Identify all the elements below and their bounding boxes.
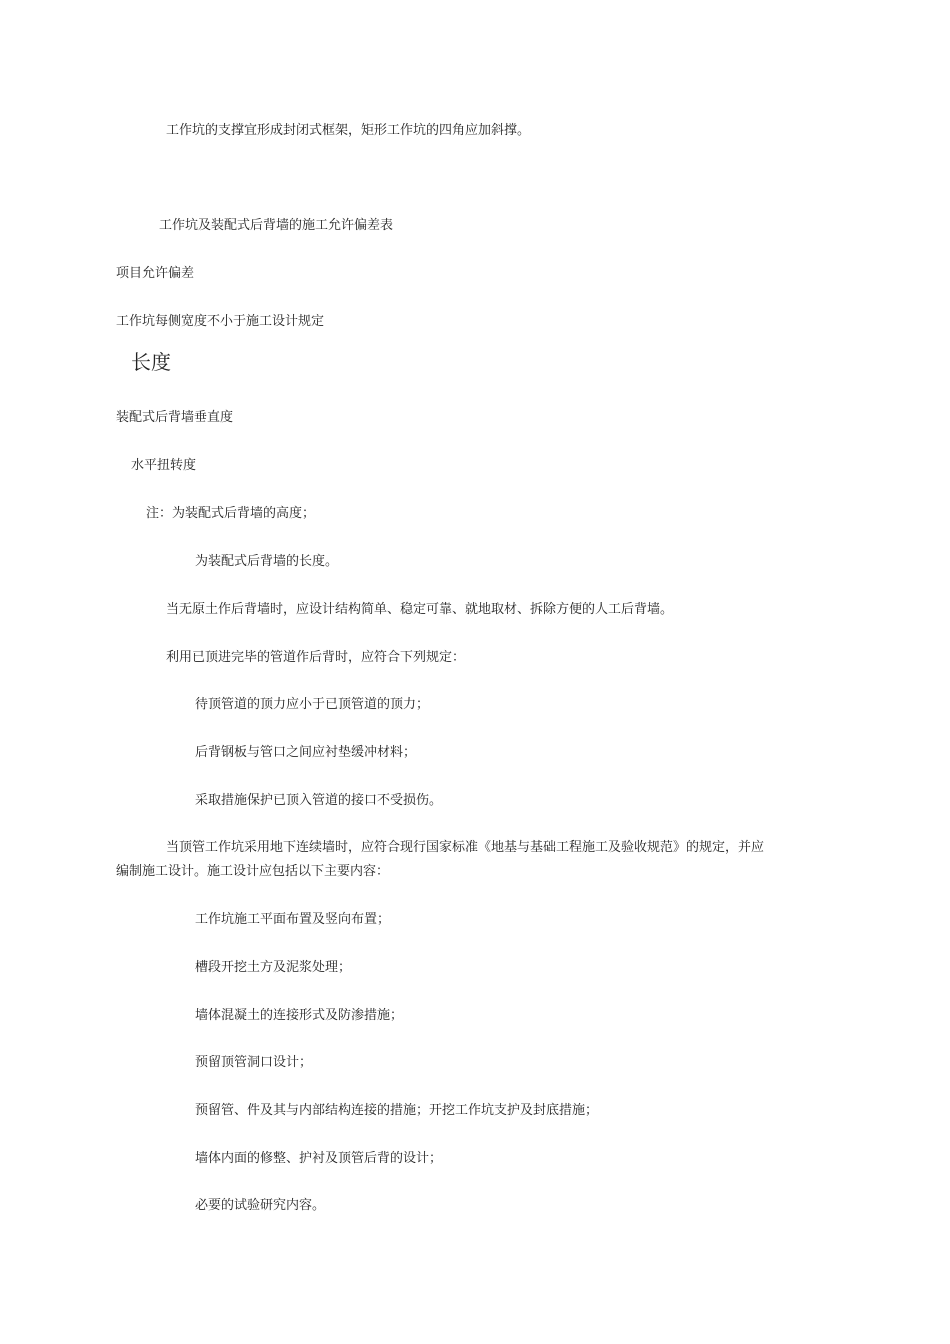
table-row-width: 工作坑每侧宽度不小于施工设计规定 xyxy=(116,314,325,329)
table-header: 项目允许偏差 xyxy=(116,266,195,281)
list-item: 墙体内面的修整、护衬及顶管后背的设计； xyxy=(195,1151,443,1166)
table-row-torsion: 水平扭转度 xyxy=(131,458,197,473)
list-item: 槽段开挖土方及泥浆处理； xyxy=(195,960,352,975)
note-length: 为装配式后背墙的长度。 xyxy=(195,554,339,569)
list-item: 必要的试验研究内容。 xyxy=(195,1198,326,1213)
note-height: 注：为装配式后背墙的高度； xyxy=(146,506,316,521)
paragraph-artificial-wall: 当无原土作后背墙时，应设计结构简单、稳定可靠、就地取材、拆除方便的人工后背墙。 xyxy=(166,602,674,617)
paragraph-diaphragm-wall-1: 当顶管工作坑采用地下连续墙时，应符合现行国家标准《地基与基础工程施工及验收规范》的规定，并应 xyxy=(166,840,765,855)
list-item: 预留管、件及其与内部结构连接的措施；开挖工作坑支护及封底措施； xyxy=(195,1103,599,1118)
list-item: 待顶管道的顶力应小于已顶管道的顶力； xyxy=(195,697,430,712)
table-row-length: 长度 xyxy=(131,350,171,374)
table-row-verticality: 装配式后背墙垂直度 xyxy=(116,410,234,425)
paragraph-support-frame: 工作坑的支撑宜形成封闭式框架，矩形工作坑的四角应加斜撑。 xyxy=(166,123,531,138)
paragraph-diaphragm-wall-2: 编制施工设计。施工设计应包括以下主要内容： xyxy=(116,864,390,879)
list-item: 工作坑施工平面布置及竖向布置； xyxy=(195,912,391,927)
list-item: 采取措施保护已顶入管道的接口不受损伤。 xyxy=(195,793,443,808)
table-title: 工作坑及装配式后背墙的施工允许偏差表 xyxy=(159,218,394,233)
list-item: 后背钢板与管口之间应衬垫缓冲材料； xyxy=(195,745,417,760)
paragraph-pipe-backing: 利用已顶进完毕的管道作后背时，应符合下列规定： xyxy=(166,650,466,665)
list-item: 预留顶管洞口设计； xyxy=(195,1055,313,1070)
list-item: 墙体混凝土的连接形式及防渗措施； xyxy=(195,1008,404,1023)
